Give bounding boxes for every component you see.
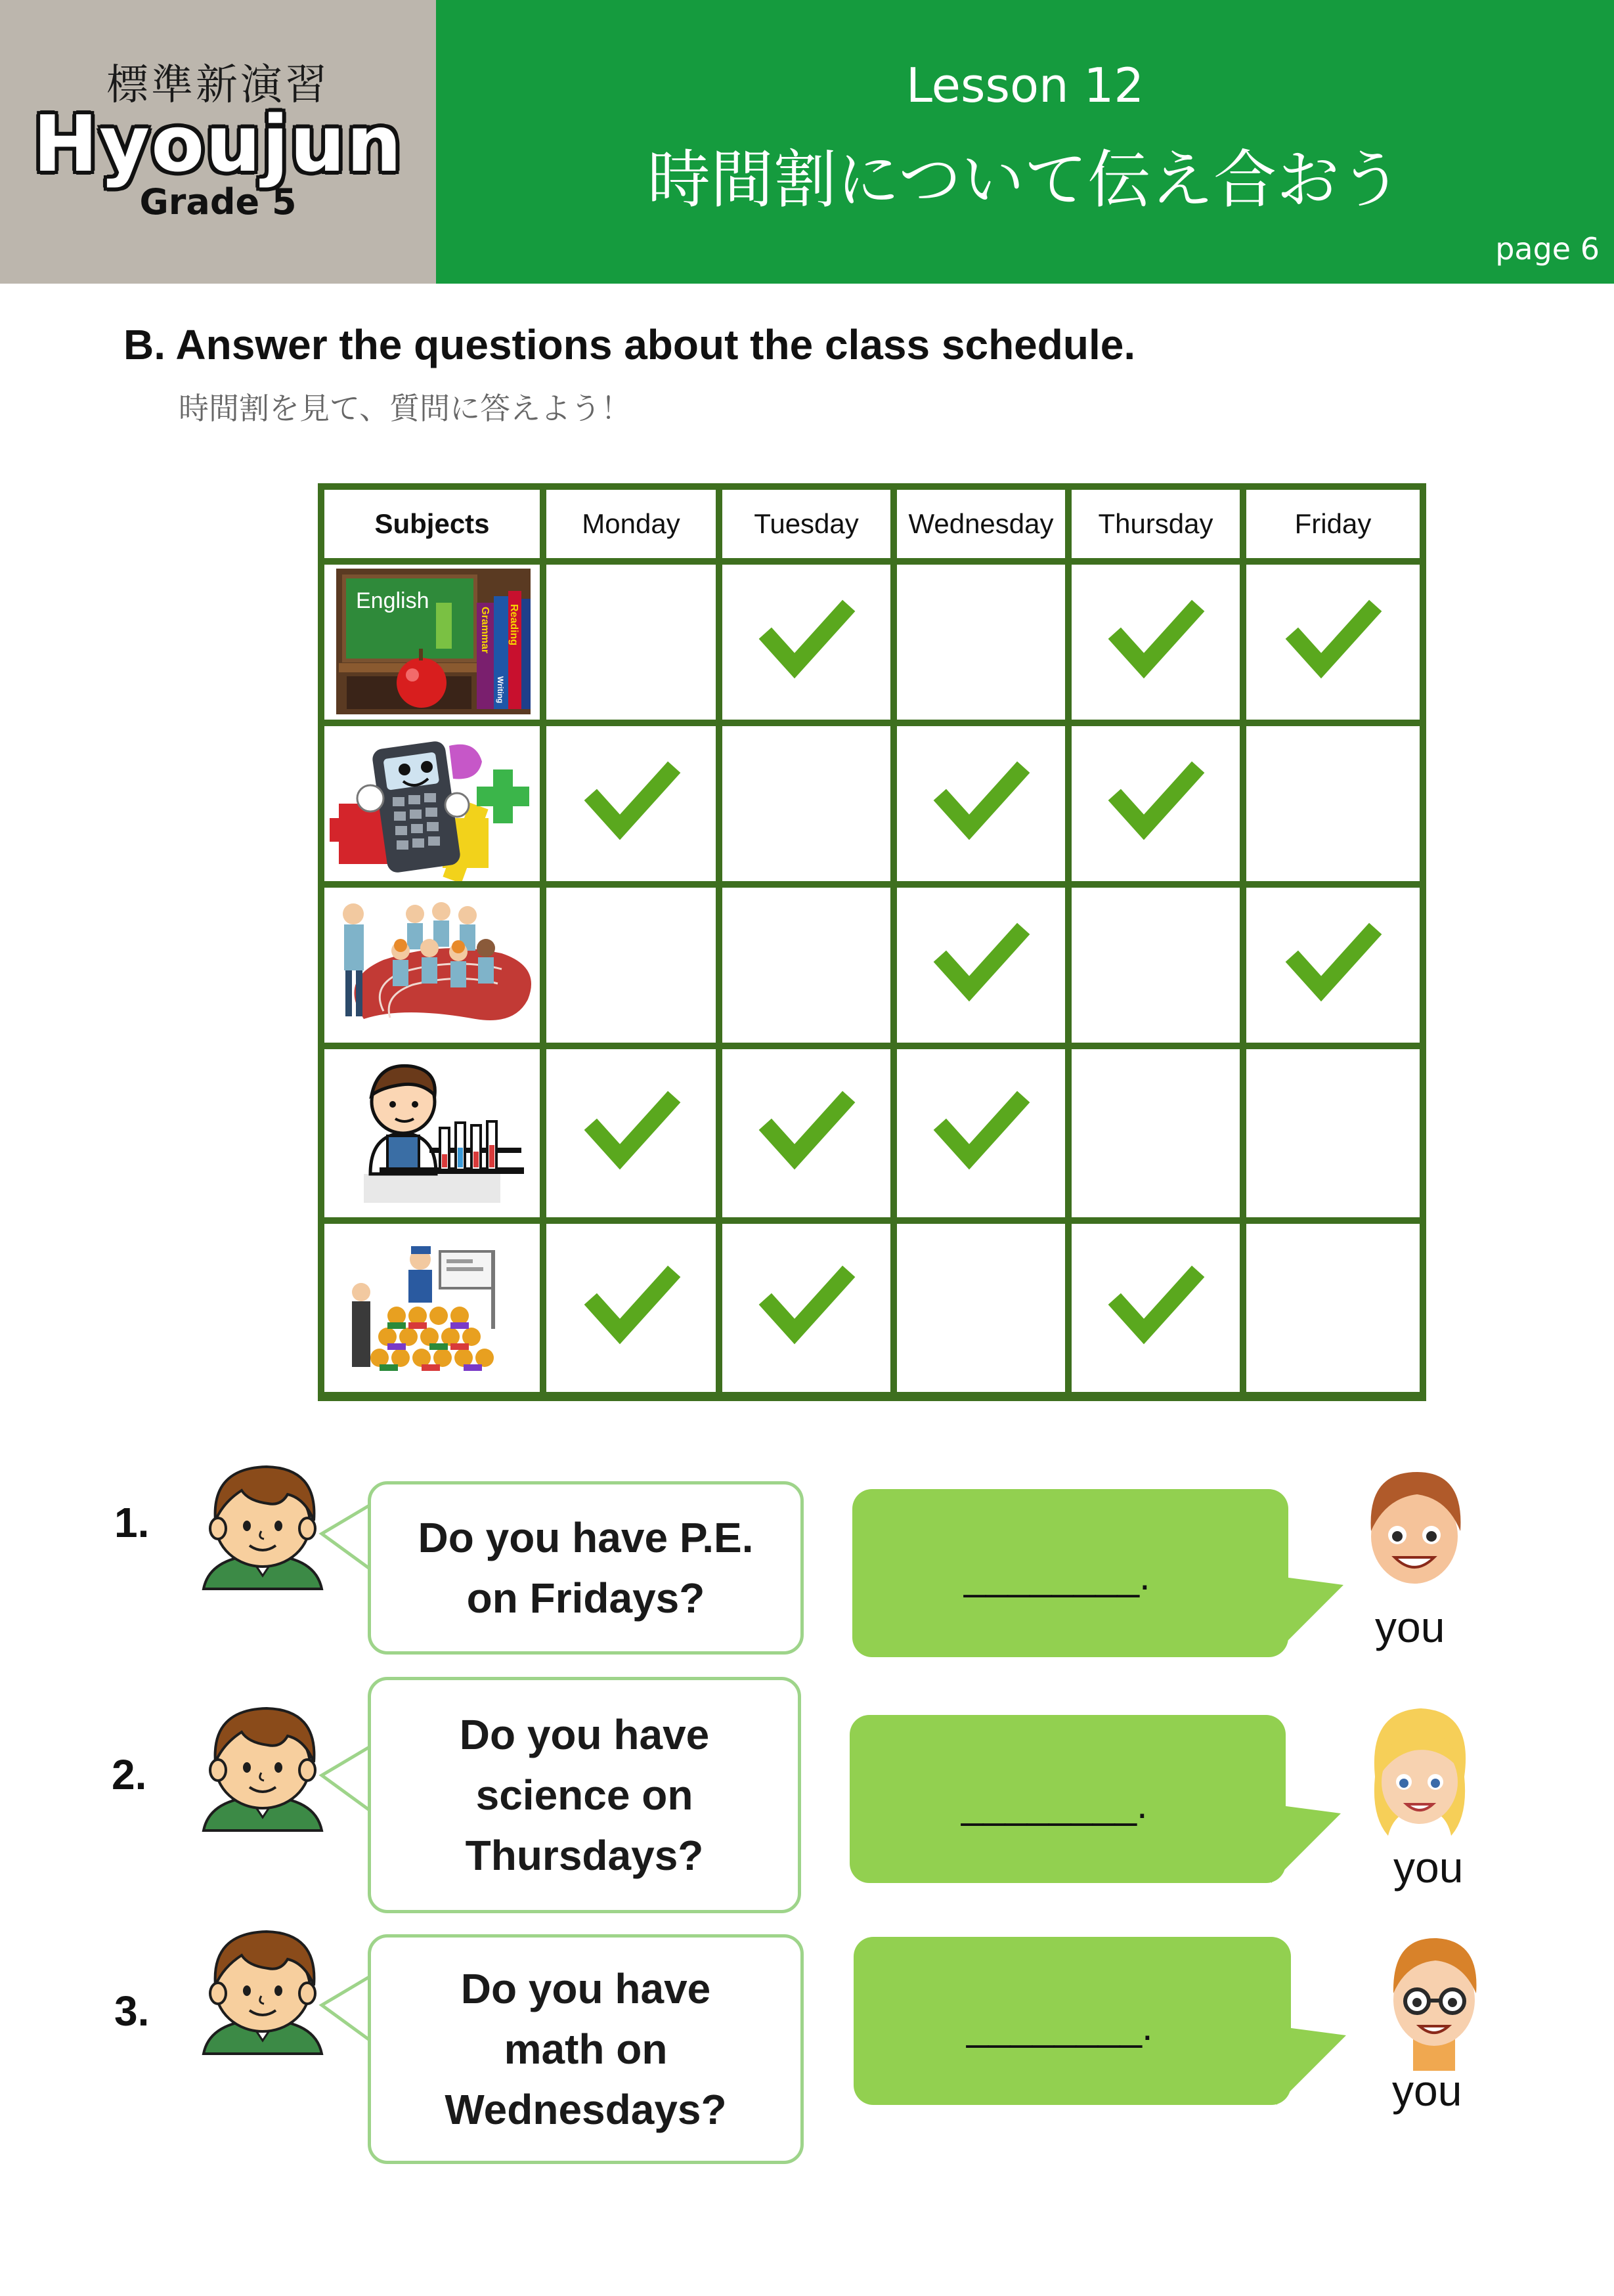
question-number: 3. <box>114 1987 150 2035</box>
question-line: on Fridays? <box>466 1574 705 1622</box>
lesson-title: 時間割について伝え合おう <box>647 143 1403 217</box>
question-line: Do you have <box>459 1711 710 1758</box>
answer-tail <box>1274 1569 1353 1661</box>
grammar-book-label: Grammar <box>479 607 491 654</box>
question-line: Do you have P.E. <box>418 1514 754 1561</box>
answer-blank: ________. <box>964 1554 1150 1598</box>
speech-tail <box>318 1743 370 1815</box>
question-line: math on <box>504 2025 668 2073</box>
blonde-girl-face-icon <box>1362 1704 1473 1849</box>
header-cell-subjects: Subjects <box>324 490 540 558</box>
question-line: Do you have <box>460 1965 711 2012</box>
exercise-subheading: 時間割を見て、質問に答えよう！ <box>179 391 632 426</box>
answer-blank: ________. <box>961 1783 1148 1827</box>
boy-face-icon <box>1362 1468 1467 1595</box>
answer-blank: ________. <box>967 2004 1153 2048</box>
header-cell-monday: Monday <box>546 490 716 558</box>
check-icon-science-wednesday <box>946 1103 1018 1157</box>
boy-glasses-face-icon <box>1382 1934 1487 2071</box>
you-label: you <box>1393 1843 1464 1892</box>
series-logo: Hyoujun <box>33 98 403 189</box>
exercise-heading: B. Answer the questions about the class schedule. <box>123 321 1136 368</box>
check-icon-english-friday <box>1298 612 1370 666</box>
check-icon-english-tuesday <box>771 612 843 666</box>
boy-avatar-icon <box>197 1699 328 1833</box>
question-bubble <box>368 1677 801 1913</box>
header-cell-tuesday: Tuesday <box>722 490 890 558</box>
check-icon-science-tuesday <box>771 1103 843 1157</box>
check-marks-layer <box>318 483 1426 1401</box>
header-cell-wednesday: Wednesday <box>897 490 1065 558</box>
speech-tail <box>318 1501 370 1573</box>
answer-tail <box>1271 1798 1350 1890</box>
schedule-table <box>318 483 1426 1401</box>
question-number: 1. <box>114 1499 150 1546</box>
question-bubble <box>368 1934 804 2164</box>
question-number: 2. <box>112 1751 147 1798</box>
english-board-label: English <box>356 588 429 613</box>
check-icon-social-studies-thursday <box>1120 1278 1192 1332</box>
check-icon-math-thursday <box>1120 773 1192 827</box>
you-label: you <box>1392 2066 1462 2115</box>
lesson-number: Lesson 12 <box>905 58 1145 113</box>
question-bubble <box>368 1481 804 1655</box>
page-number: page 6 <box>1495 231 1600 267</box>
speech-tail <box>318 1972 370 2045</box>
boy-avatar-icon <box>197 1458 328 1592</box>
check-icon-math-monday <box>596 773 668 827</box>
lesson-banner <box>436 0 1614 284</box>
series-brand-box <box>0 0 436 284</box>
question-line: science on <box>475 1771 693 1819</box>
writing-book-label: Writing <box>496 676 505 704</box>
reading-book-label: Reading <box>508 604 519 646</box>
series-name-jp: 標準新演習 <box>106 61 330 110</box>
question-line: Thursdays? <box>465 1832 704 1879</box>
check-icon-pe-friday <box>1298 935 1370 989</box>
check-icon-math-wednesday <box>946 773 1018 827</box>
answer-tail <box>1276 2020 1355 2112</box>
boy-avatar-icon <box>197 1922 328 2056</box>
check-icon-science-monday <box>596 1103 668 1157</box>
check-icon-social-studies-tuesday <box>771 1278 843 1332</box>
header-cell-thursday: Thursday <box>1072 490 1240 558</box>
header-cell-friday: Friday <box>1246 490 1420 558</box>
check-icon-pe-wednesday <box>946 935 1018 989</box>
you-label: you <box>1375 1603 1445 1651</box>
question-line: Wednesdays? <box>445 2086 727 2133</box>
check-icon-social-studies-monday <box>596 1278 668 1332</box>
check-icon-english-thursday <box>1120 612 1192 666</box>
grade-label: Grade 5 <box>139 181 297 223</box>
